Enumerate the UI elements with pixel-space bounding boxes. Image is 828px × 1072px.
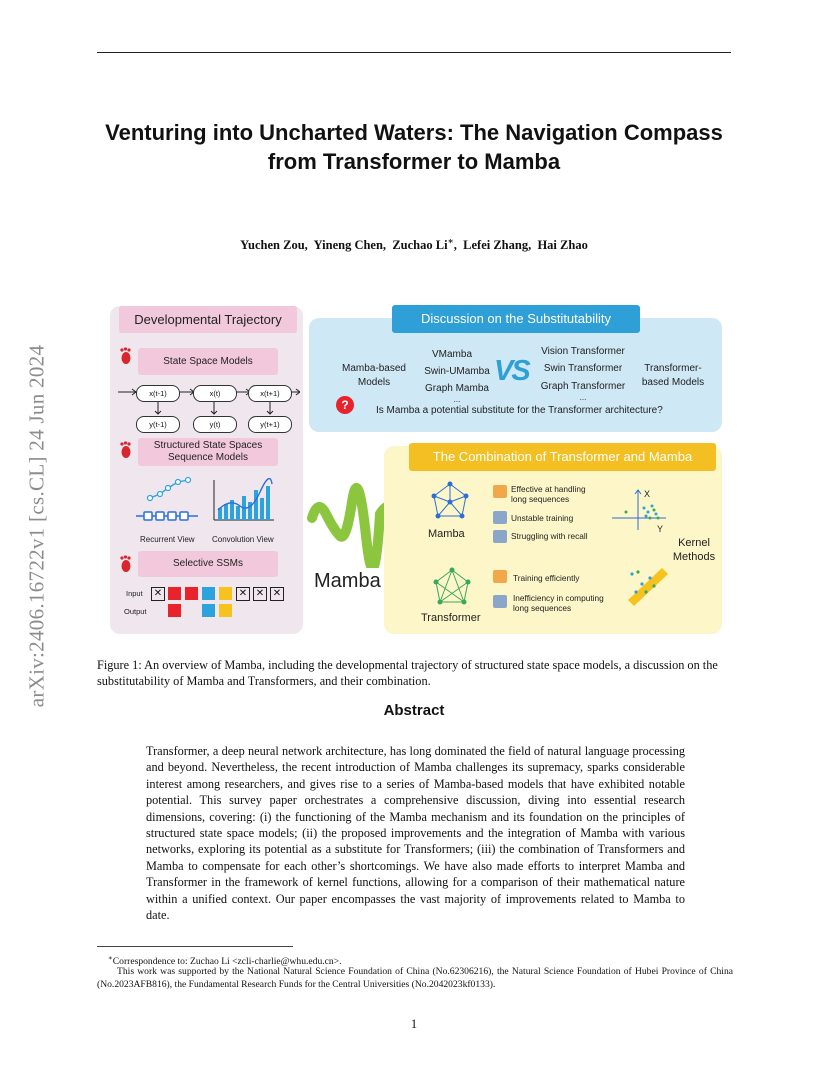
transformer-model-item: Swin Transformer xyxy=(543,363,623,374)
token-cell xyxy=(202,587,215,600)
recurrent-view-graphic xyxy=(132,474,210,524)
thumbs-down-icon xyxy=(493,595,507,608)
output-node: y(t-1) xyxy=(136,416,180,433)
funding-footnote xyxy=(97,965,733,991)
masked-token-icon: ✕ xyxy=(151,587,165,601)
output-node: y(t+1) xyxy=(248,416,292,433)
question-icon: ? xyxy=(336,396,354,414)
developmental-trajectory-title: Developmental Trajectory xyxy=(119,306,297,333)
s4-label-box: Structured State Spaces Sequence Models xyxy=(138,438,278,466)
footnote-rule xyxy=(97,946,293,947)
state-node: x(t-1) xyxy=(136,385,180,402)
footprint-icon xyxy=(119,555,133,573)
transformer-combo-label: Transformer xyxy=(421,612,481,624)
paper-title: Venturing into Uncharted Waters: The Navigation Compass from Transformer to Mamba xyxy=(105,120,723,174)
funding-text: This work was supported by the National Natural Science Foundation of China (No.62306216), the Natural Science Foundation of Hubei Province of China (No.2023AFB816), the Fundamental Research Funds for the Central Universities (No.2042023kf0133). xyxy=(97,966,733,990)
mamba-property: Struggling with recall xyxy=(511,531,588,541)
footnote-mark: ∗ xyxy=(108,954,113,962)
substitute-question: Is Mamba a potential substitute for the Transformer architecture? xyxy=(376,405,663,416)
transformer-property: Inefficiency in computing long sequences xyxy=(513,593,604,613)
mamba-based-label: Mamba-based Models xyxy=(342,363,406,388)
arxiv-stamp: arXiv:2406.16722v1 [cs.CL] 24 Jun 2024 xyxy=(24,344,49,708)
transformer-property: Training efficiently xyxy=(513,573,580,583)
token-cell xyxy=(219,604,232,617)
mamba-property: Unstable training xyxy=(511,513,574,523)
transformer-model-item: Graph Transformer xyxy=(540,381,626,392)
transformer-network-icon xyxy=(430,566,474,610)
mamba-model-item: ... xyxy=(453,395,461,404)
figure-caption: Figure 1: An overview of Mamba, including the developmental trajectory of structured state space models, a discussion on the substitutability of Mamba and Transformers, and their combination. xyxy=(97,658,718,689)
mamba-model-item: Swin-UMamba xyxy=(424,366,490,377)
ssm-label-box: State Space Models xyxy=(138,348,278,375)
output-row-label: Output xyxy=(124,607,147,616)
transformer-model-item: Vision Transformer xyxy=(541,346,625,357)
token-cell xyxy=(168,587,181,600)
author: Lefei Zhang, xyxy=(463,238,532,253)
combination-title: The Combination of Transformer and Mamba xyxy=(409,443,716,471)
abstract-heading: Abstract xyxy=(383,702,445,719)
state-node: x(t) xyxy=(193,385,237,402)
axis-y-label: Y xyxy=(657,524,664,534)
mamba-model-item: Graph Mamba xyxy=(425,383,489,394)
footprint-icon xyxy=(119,347,133,365)
top-rule xyxy=(97,52,731,53)
selective-ssm-label-box: Selective SSMs xyxy=(138,551,278,577)
thumbs-up-icon xyxy=(493,570,507,583)
author-list xyxy=(100,236,728,253)
axis-x-label: X xyxy=(644,489,651,499)
thumbs-down-icon xyxy=(493,530,507,543)
kernel-methods-label: Kernel Methods xyxy=(672,537,716,563)
token-cell xyxy=(185,587,198,600)
convolution-view-graphic xyxy=(210,478,276,524)
mamba-logo-text: Mamba xyxy=(314,570,381,592)
mamba-combo-label: Mamba xyxy=(428,528,465,540)
masked-token-icon: ✕ xyxy=(236,587,250,601)
masked-token-icon: ✕ xyxy=(253,587,267,601)
kernel-projection-icon xyxy=(624,562,670,606)
author: Yuchen Zou, xyxy=(240,238,308,253)
thumbs-down-icon xyxy=(493,511,507,524)
page-number: 1 xyxy=(410,1017,418,1031)
convolution-view-label: Convolution View xyxy=(212,535,274,544)
author: Hai Zhao xyxy=(537,238,588,253)
thumbs-up-icon xyxy=(493,485,507,498)
author: Yineng Chen, xyxy=(313,238,387,253)
state-node: x(t+1) xyxy=(248,385,292,402)
recurrent-view-label: Recurrent View xyxy=(140,535,195,544)
transformer-model-item: ... xyxy=(579,393,587,402)
masked-token-icon: ✕ xyxy=(270,587,284,601)
mamba-network-icon xyxy=(428,480,472,524)
transformer-based-label: Transformer-based Models xyxy=(641,363,705,388)
output-node: y(t) xyxy=(193,416,237,433)
author-footnote-mark: ∗ xyxy=(447,236,454,246)
token-cell xyxy=(168,604,181,617)
vs-mark: VS xyxy=(494,355,529,387)
author: Zuchao Li xyxy=(392,238,448,253)
abstract-text: Transformer, a deep neural network architecture, has long dominated the field of natural language processing and beyond. Nevertheless, the recent introduction of Mamba challenges its supremacy, sparks considerable interest among researchers, and gives rise to a series of Mamba-based models that have exhibited notable potential. This survey paper orchestrates a comprehensive discussion, diving into essential research dimensions, covering: (i) the functioning of the Mamba mechanism and its foundation on the principles of structured state space models; (ii) the proposed improvements and the integration of Mamba with various networks, exploring its potential as a substitute for Transformers; (iii) the combination of Transformers and Mamba to compensate for each other’s shortcomings. We have also made efforts to interpret Mamba and Transformer in the framework of kernel functions, allowing for a comparison of their mathematical nature within a unified context. Our paper encompasses the vast majority of improvements related to Mamba to date. xyxy=(146,744,685,923)
substitutability-title: Discussion on the Substitutability xyxy=(392,305,640,333)
author-separator: , xyxy=(453,238,457,253)
mamba-property: Effective at handling long sequences xyxy=(511,484,586,504)
footprint-icon xyxy=(119,441,133,459)
mamba-model-item: VMamba xyxy=(431,349,472,360)
correspondence-text: Correspondence to: Zuchao Li <zcli-charlie@whu.edu.cn>. xyxy=(112,956,342,968)
input-row-label: Input xyxy=(126,589,143,598)
token-cell xyxy=(202,604,215,617)
token-cell xyxy=(219,587,232,600)
